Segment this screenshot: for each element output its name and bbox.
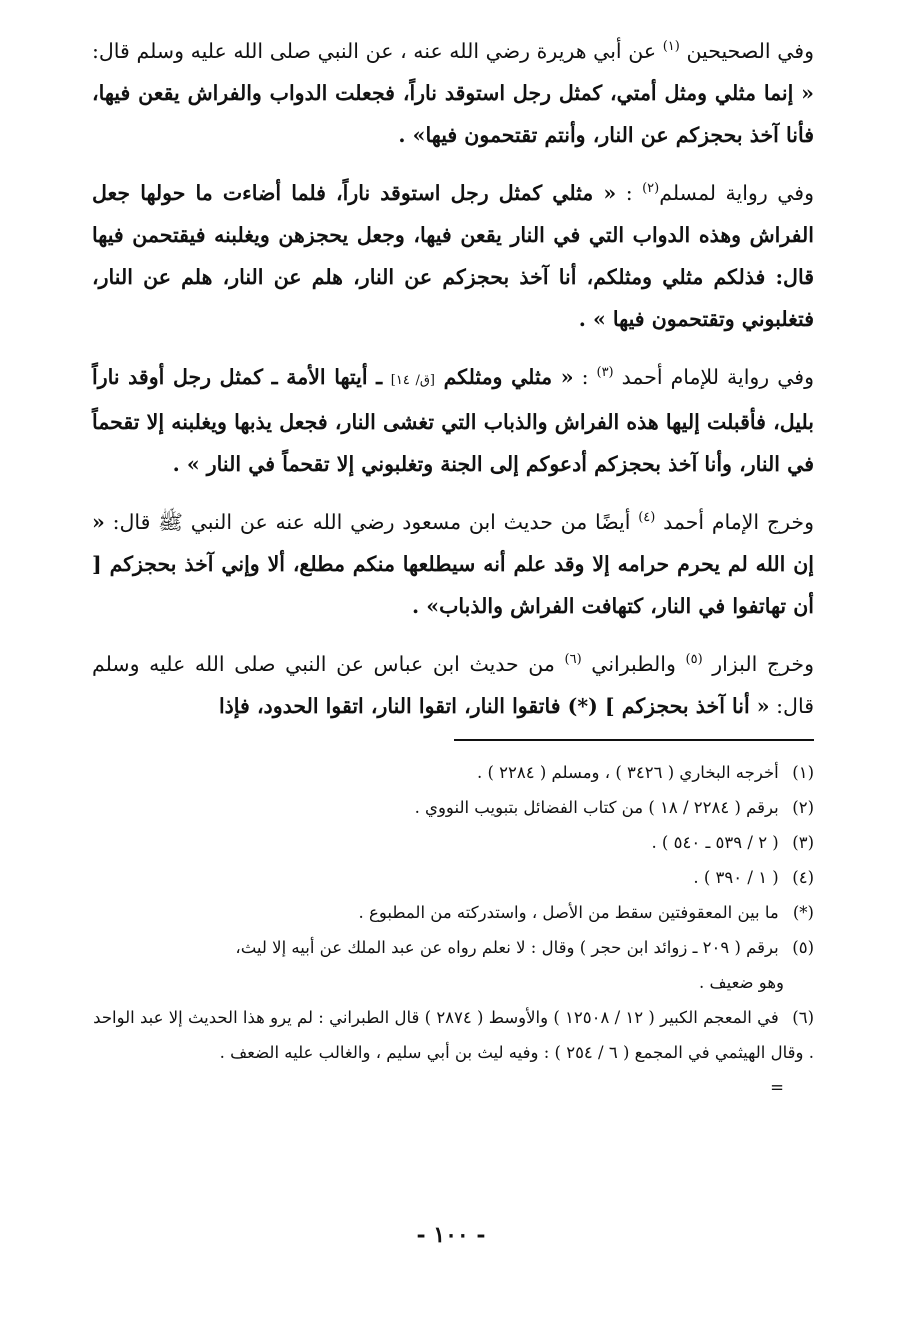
footnote-ref: (٢) — [642, 180, 660, 196]
narration-text: أيضًا من حديث ابن مسعود رضي الله عنه عن النبي ﷺ قال: — [104, 510, 639, 535]
footnote-text: في المعجم الكبير ( ١٢ / ١٢٥٠٨ ) والأوسط ( ٢٨٧٤ ) قال الطبراني : لم يرو هذا الحديث إلا عبد الواحد . وقال الهيثمي في المجمع ( ٦ / ٢٥٤ ) : وفيه ليث بن أبي سليم ، والغالب عليه الضعف . — [93, 1008, 814, 1063]
footnote-number: (٤) — [792, 868, 814, 888]
narration-text: من حديث ابن عباس عن النبي صلى الله عليه وسلم قال: — [92, 652, 814, 719]
hadith-text: « أنا آخذ بحجزكم ] (*) فاتقوا النار، اتقوا النار، اتقوا الحدود، فإذا — [218, 694, 770, 719]
narration-text: : — [573, 364, 597, 389]
hadith-paragraph — [92, 639, 814, 727]
narration-text: وفي رواية لمسلم — [659, 180, 814, 205]
footnote-ref: (٣) — [596, 364, 614, 380]
footnote-text: ( ١ / ٣٩٠ ) . — [693, 868, 779, 888]
narration-text: وخرج البزار — [702, 652, 814, 677]
footnote-number: (٥) — [792, 938, 814, 958]
footnote — [92, 895, 814, 930]
footnote-number: (٦) — [792, 1008, 814, 1028]
footnote-ref: (١) — [662, 39, 680, 54]
footnote — [92, 755, 814, 790]
main-text — [92, 26, 814, 727]
footnote-text: برقم ( ٢٢٨٤ / ١٨ ) من كتاب الفضائل بتبويب النووي . — [414, 798, 779, 818]
footnote-text: ما بين المعقوفتين سقط من الأصل ، واستدركته من المطبوع . — [358, 903, 779, 923]
narration-text: وفي الصحيحين — [679, 38, 814, 63]
manuscript-folio-marker: [ق/ ١٤] — [390, 372, 435, 388]
page-number: - ١٠٠ - — [416, 1222, 486, 1248]
narration-text: وفي رواية للإمام أحمد — [613, 364, 814, 389]
footnote-separator — [454, 739, 814, 741]
footnote-ref: (٥) — [685, 652, 703, 668]
footnote-number: (٢) — [792, 798, 814, 818]
footnote-number: (*) — [792, 903, 814, 923]
hadith-paragraph — [92, 168, 814, 340]
footnote — [92, 930, 814, 1000]
hadith-paragraph — [92, 26, 814, 156]
footnote-ref: (٤) — [638, 510, 656, 526]
hadith-paragraph — [92, 352, 814, 486]
narration-text: والطبراني — [581, 652, 686, 677]
footnote-text: ( ٢ / ٥٣٩ ـ ٥٤٠ ) . — [651, 833, 779, 853]
footnote — [92, 860, 814, 895]
footnote — [92, 825, 814, 860]
footnotes — [92, 755, 814, 1105]
footnote-text: أخرجه البخاري ( ٣٤٢٦ ) ، ومسلم ( ٢٢٨٤ ) . — [477, 763, 779, 783]
footnote — [92, 790, 814, 825]
footnote-text: برقم ( ٢٠٩ ـ زوائد ابن حجر ) وقال : لا نعلم رواه عن عبد الملك عن أبيه إلا ليث، — [235, 938, 779, 958]
hadith-text: « إن الله لم يحرم حرامه إلا وقد علم أنه سيطلعها منكم مطلع، ألا وإني آخذ بحجزكم [ أن تهاتفوا في النار، كتهافت الفراش والذباب» . — [92, 510, 814, 619]
hadith-text: « مثلي كمثل رجل استوقد ناراً، فلما أضاءت ما حولها جعل الفراش وهذه الدواب التي في النار يقعن فيها، وجعل يحجزهن ويغلبنه فيقتحمن فيها قال: فذلكم مثلي ومثلكم، أنا آخذ بحجزكم عن النار، هلم عن النار، هلم عن النار، فتغلبوني وتقتحمون فيها » . — [92, 180, 814, 331]
hadith-text: « إنما مثلي ومثل أمتي، كمثل رجل استوقد ناراً، فجعلت الدواب والفراش يقعن فيها، فأنا آخذ بحجزكم عن النار، وأنتم تقتحمون فيها» . — [92, 80, 814, 147]
narration-text: : — [616, 180, 643, 205]
footnote-number: (١) — [792, 763, 814, 783]
footnote — [92, 1000, 814, 1105]
hadith-text: ـ أيتها الأمة ـ كمثل رجل أوقد ناراً بليل، فأقبلت إليها هذه الفراش والذباب التي تغشى النار، فجعل يذبها ويغلبنه إلا تقحماً في النار، وأنا آخذ بحجزكم أدعوكم إلى الجنة وتغلبوني إلا تقحماً في النار » . — [92, 364, 814, 477]
footnote-continuation: وهو ضعيف . — [699, 973, 784, 993]
footnote-ref: (٦) — [564, 652, 582, 668]
footnote-number: (٣) — [792, 833, 814, 853]
hadith-paragraph — [92, 497, 814, 627]
hadith-text: « مثلي ومثلكم — [435, 364, 574, 389]
narration-text: عن أبي هريرة رضي الله عنه ، عن النبي صلى الله عليه وسلم قال: — [92, 38, 663, 63]
narration-text: وخرج الإمام أحمد — [655, 510, 814, 535]
footnote-continuation: = — [770, 1078, 784, 1098]
